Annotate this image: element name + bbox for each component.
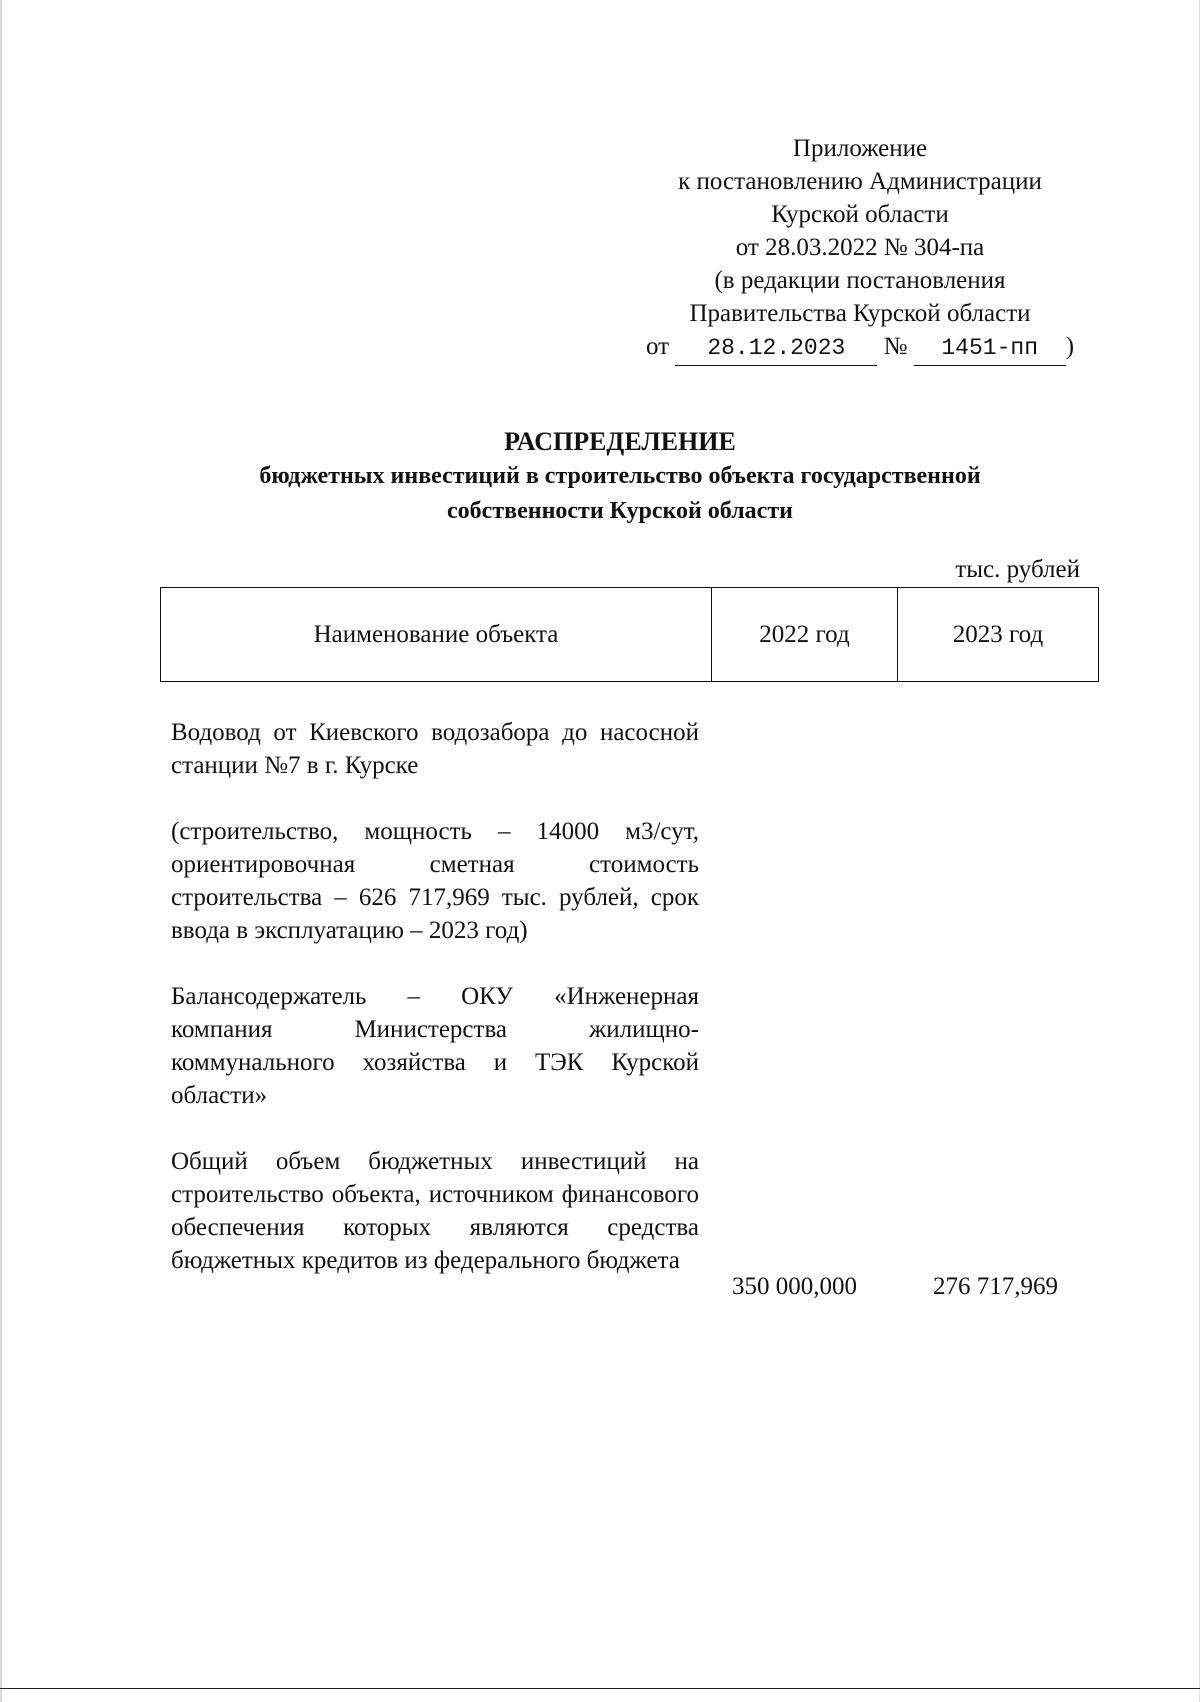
scan-bottom-edge xyxy=(0,1688,1200,1689)
amendment-number-field xyxy=(914,330,1066,366)
value-2023: 276 717,969 xyxy=(933,1273,1058,1300)
units-label: тыс. рублей xyxy=(955,556,1080,583)
amendment-date-field xyxy=(675,330,877,366)
object-description xyxy=(171,716,699,1277)
object-name: Водовод от Киевского водозабора до насосной станции №7 в г. Курске xyxy=(171,719,699,779)
budget-table-header xyxy=(160,587,1099,682)
table-header-row xyxy=(161,588,1099,682)
object-holder: Балансодержатель – ОКУ «Инженерная компания Министерства жилищно-коммунального хозяйства и ТЭК Курской области» xyxy=(171,983,699,1109)
title-subtitle-line1: бюджетных инвестиций в строительство объекта государственной xyxy=(259,463,981,489)
document-title xyxy=(120,425,1120,529)
appendix-line: Правительства Курской области xyxy=(689,300,1031,327)
amendment-prefix: от xyxy=(645,333,670,360)
appendix-block xyxy=(640,132,1080,366)
appendix-line: к постановлению Администрации xyxy=(678,168,1042,195)
amendment-date: 28.12.2023 xyxy=(707,335,846,361)
column-header-object: Наименование объекта xyxy=(161,588,712,682)
appendix-title: Приложение xyxy=(792,135,928,162)
column-header-2022: 2022 год xyxy=(712,588,898,682)
appendix-line: от 28.03.2022 № 304-па xyxy=(735,234,985,261)
appendix-line: Курской области xyxy=(771,201,949,228)
appendix-line: (в редакции постановления xyxy=(714,267,1006,294)
value-2022: 350 000,000 xyxy=(732,1273,857,1300)
title-main: РАСПРЕДЕЛЕНИЕ xyxy=(504,427,736,456)
appendix-amendment-line xyxy=(640,330,1080,366)
title-subtitle-line2: собственности Курской области xyxy=(447,498,793,524)
scan-left-edge xyxy=(0,0,2,1702)
amendment-number-sign: № xyxy=(883,333,908,360)
object-details: (строительство, мощность – 14000 м3/сут, ориентировочная сметная стоимость строительства – 626 717,969 тыс. рублей, срок ввода в эксплуатацию – 2023 год) xyxy=(171,818,699,944)
investment-description: Общий объем бюджетных инвестиций на строительство объекта, источником финансового обеспечения которых являются средства бюджетных кредитов из федерального бюджета xyxy=(171,1148,699,1274)
amendment-suffix: ) xyxy=(1065,333,1075,360)
amendment-number: 1451-пп xyxy=(941,335,1038,361)
column-header-2023: 2023 год xyxy=(898,588,1099,682)
